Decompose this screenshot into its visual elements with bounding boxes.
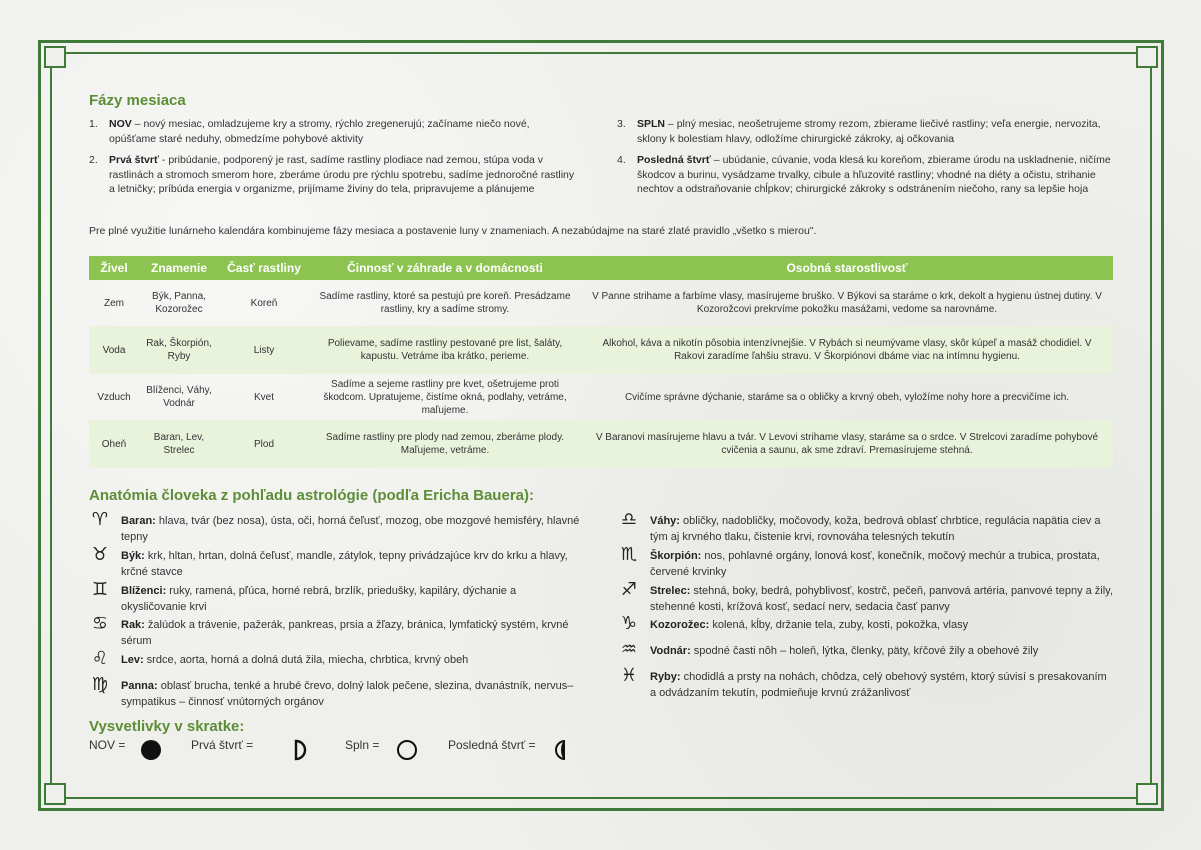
table-cell: Cvičíme správne dýchanie, staráme sa o obličky a krvný obeh, vyložíme nohy hore a precvičíme ich. — [624, 391, 1070, 403]
phase-number: 4. — [617, 154, 626, 166]
table-cell: Kvet — [253, 391, 274, 403]
zodiac-text: spodné časti nôh – holeň, lýtka, členky, päty, kŕčové žily a obehové žily — [690, 645, 1039, 657]
zodiac-item — [618, 639, 1113, 660]
phase-name: SPLN — [637, 118, 666, 130]
table-cell: V Panne strihame a farbíme vlasy, masírujeme bruško. V Býkovi sa staráme o krk, dekolt a hygienu ústnej dutiny. V Kozorožcovi prekrvíme pokožku masážami, vedome sa narovnáme. — [592, 291, 1102, 315]
phase-item — [617, 117, 1113, 146]
zodiac-text: oblasť brucha, tenké a hrubé črevo, dolný lalok pečene, slezina, dvanástník, nervus–sympatikus – činnosť vnútorných orgánov — [121, 680, 574, 708]
legend-label-first-quarter: Prvá štvrť = — [191, 738, 254, 752]
cancer-icon: ♋ — [91, 613, 109, 634]
table-row — [89, 326, 1113, 374]
phase-name: NOV — [109, 118, 132, 130]
table-cell: V Baranovi masírujeme hlavu a tvár. V Levovi strihame vlasy, staráme sa o srdce. V Strelcovi zaradíme pohybové cvičenia a saunu, ak sme zdraví. Premasírujeme stehná. — [581, 420, 1113, 468]
table-header-row — [89, 256, 1113, 280]
phase-item — [617, 153, 1113, 197]
taurus-icon: ♉ — [91, 544, 109, 565]
last-quarter-icon — [552, 739, 570, 761]
zodiac-item — [89, 544, 581, 580]
zodiac-name: Strelec: — [650, 585, 691, 597]
table-cell: Voda — [89, 326, 139, 374]
phase-text: – nový mesiac, omladzujeme kry a stromy, rýchlo zregenerujú; začíname niečo nové, opúšťame staré neduhy, obmedzíme pohybové aktivity — [109, 118, 530, 145]
phase-name: Prvá štvrť — [109, 154, 159, 166]
zodiac-name: Rak: — [121, 619, 145, 631]
zodiac-text: kolená, kĺby, držanie tela, zuby, kosti, pokožka, vlasy — [709, 619, 969, 631]
legend-label-last-quarter: Posledná štvrť = — [448, 738, 536, 752]
table-cell: Listy — [219, 326, 309, 374]
zodiac-name: Váhy: — [650, 515, 680, 527]
zodiac-item — [618, 509, 1113, 545]
phase-number: 3. — [617, 118, 626, 130]
table-cell: Alkohol, káva a nikotín pôsobia intenzívnejšie. V Rybách si neumývame vlasy, skôr kúpeľ a masáž chodidiel. V Rakovi zaradíme ľahšiu stravu. V Škorpiónovi dbáme viac na intímnu hygienu. — [581, 326, 1113, 374]
zodiac-name: Lev: — [121, 654, 144, 666]
zodiac-text: stehná, boky, bedrá, pohyblivosť, kostrč, pečeň, panvová artéria, panvové tepny a žily, stehenné kosti, krížová kosť, sedací nerv, sedacia časť panvy — [650, 585, 1113, 613]
zodiac-item — [89, 613, 581, 649]
legend-label-full-moon: Spln = — [345, 738, 380, 752]
aries-icon: ♈ — [91, 509, 109, 530]
zodiac-item — [618, 579, 1113, 615]
table-cell: Sadíme rastliny, ktoré sa pestujú pre koreň. Presádzame rastliny, kry a sadíme stromy. — [319, 291, 571, 315]
leo-icon: ♌ — [91, 648, 109, 669]
phase-number: 1. — [89, 118, 98, 130]
phase-item — [89, 117, 576, 146]
column-header: Činnosť v záhrade a v domácnosti — [309, 256, 581, 280]
zodiac-text: hlava, tvár (bez nosa), ústa, oči, horná čeľusť, mozog, obe mozgové hemisféry, hlavné tepny — [121, 515, 580, 543]
zodiac-text: srdce, aorta, horná a dolná dutá žila, miecha, chrbtica, krvný obeh — [143, 654, 469, 666]
table-row — [89, 374, 1113, 420]
zodiac-item — [89, 509, 581, 545]
table-cell: Sadíme a sejeme rastliny pre kvet, ošetrujeme proti škodcom. Upratujeme, čistíme okná, podlahy, vetráme, maľujeme. — [323, 378, 567, 416]
zodiac-text: chodidlá a prsty na nohách, chôdza, celý obehový systém, ktorý súvisí s presakovaním a odvádzaním tekutín, podmieňuje krvnú zrážanlivosť — [650, 671, 1107, 699]
table-row — [89, 420, 1113, 468]
table-cell: Blíženci, Váhy, Vodnár — [146, 385, 212, 409]
column-header: Osobná starostlivosť — [581, 256, 1113, 280]
table-cell: Rak, Škorpión, Ryby — [139, 326, 219, 374]
legend-title: Vysvetlivky v skratke: — [89, 718, 245, 735]
zodiac-item — [618, 544, 1113, 580]
zodiac-name: Býk: — [121, 550, 145, 562]
table-row — [89, 280, 1113, 326]
table-cell: Koreň — [250, 297, 278, 309]
full-moon-icon — [396, 739, 418, 761]
zodiac-text: žalúdok a trávenie, pažerák, pankreas, prsia a žľazy, bránica, lymfatický systém, krvné sérum — [121, 619, 569, 647]
zodiac-item — [89, 674, 581, 710]
zodiac-text: nos, pohlavné orgány, lonová kosť, konečník, močový mechúr a trubica, prostata, červené krvinky — [650, 550, 1100, 578]
virgo-icon: ♍ — [91, 674, 109, 695]
zodiac-name: Škorpión: — [650, 550, 702, 562]
table-cell: Sadíme rastliny pre plody nad zemou, zberáme plody. Maľujeme, vetráme. — [309, 420, 581, 468]
zodiac-name: Kozorožec: — [650, 619, 710, 631]
zodiac-item — [618, 613, 1113, 634]
table-cell: Plod — [219, 420, 309, 468]
zodiac-name: Vodnár: — [650, 645, 691, 657]
sagittarius-icon: ♐ — [620, 579, 638, 600]
table-cell: Baran, Lev, Strelec — [139, 420, 219, 468]
zodiac-name: Ryby: — [650, 671, 681, 683]
phases-title: Fázy mesiaca — [89, 92, 186, 109]
scorpio-icon: ♏ — [620, 544, 638, 565]
usage-note: Pre plné využitie lunárneho kalendára kombinujeme fázy mesiaca a postavenie luny v znameniach. A nezabúdajme na staré zlaté pravidlo „všetko s mierou". — [89, 225, 817, 237]
table-cell: Býk, Panna, Kozorožec — [152, 291, 206, 315]
zodiac-text: krk, hltan, hrtan, dolná čeľusť, mandle, zátylok, tepny privádzajúce krv do krku a hlavy, krčné stavce — [121, 550, 568, 578]
table-cell: Zem — [104, 297, 124, 309]
zodiac-name: Blíženci: — [121, 585, 167, 597]
legend-label-new-moon: NOV = — [89, 738, 126, 752]
aquarius-icon: ♒ — [620, 639, 638, 660]
column-header: Znamenie — [139, 256, 219, 280]
libra-icon: ♎ — [620, 509, 638, 530]
phase-text: - pribúdanie, podporený je rast, sadíme rastliny plodiace nad zemou, stúpa voda v rastlinách a stromoch smerom hore, zberáme úrodu pre rýchlu spotrebu, sadíme jednoročné rastliny a letničky; príbúda energia v organizme, prijímame živiny do tela, pripravujeme a plánujeme — [109, 154, 575, 195]
zodiac-text: obličky, nadobličky, močovody, koža, bedrová oblasť chrbtice, regulácia napätia ciev a tým aj krvného tlaku, čistenie krvi, rovnováha telesných tekutín — [650, 515, 1101, 543]
pisces-icon: ♓ — [620, 665, 638, 686]
table-cell: Polievame, sadíme rastliny pestované pre list, šaláty, kapustu. Vetráme iba krátko, perieme. — [309, 326, 581, 374]
lunar-table — [89, 256, 1113, 468]
phase-text: – plný mesiac, neošetrujeme stromy rezom, zbierame liečivé rastliny; veľa energie, nervozita, sklony k bolestiam hlavy, odložíme chirurgické zákroky, aj očkovania — [637, 118, 1101, 145]
zodiac-item — [89, 579, 581, 615]
capricorn-icon: ♑ — [620, 613, 638, 634]
gemini-icon: ♊ — [91, 579, 109, 600]
phase-item — [89, 153, 576, 197]
table-cell: Vzduch — [97, 391, 131, 403]
zodiac-item — [618, 665, 1113, 701]
zodiac-name: Baran: — [121, 515, 156, 527]
phase-name: Posledná štvrť — [637, 154, 711, 166]
zodiac-text: ruky, ramená, pľúca, horné rebrá, brzlík, priedušky, kapiláry, dýchanie a okysličovanie krvi — [121, 585, 517, 613]
phase-number: 2. — [89, 154, 98, 166]
new-moon-icon — [140, 739, 162, 761]
first-quarter-icon — [292, 739, 312, 761]
column-header: Časť rastliny — [219, 256, 309, 280]
column-header: Živel — [89, 256, 139, 280]
zodiac-name: Panna: — [121, 680, 158, 692]
zodiac-item — [89, 648, 581, 669]
phase-text: – ubúdanie, cúvanie, voda klesá ku koreňom, zbierame úrodu na uskladnenie, ničíme škodcov a burinu, vysádzame trvalky, cibule a hľuzovité rastliny; vhodné na diéty a očistu, strihanie nechtov a odstraňovanie chĺpkov; chirurgické zákroky s odstránením niečoho, rany sa lepšie hoja — [637, 154, 1111, 195]
anatomy-title: Anatómia človeka z pohľadu astrológie (podľa Ericha Bauera): — [89, 487, 534, 504]
table-cell: Oheň — [89, 420, 139, 468]
